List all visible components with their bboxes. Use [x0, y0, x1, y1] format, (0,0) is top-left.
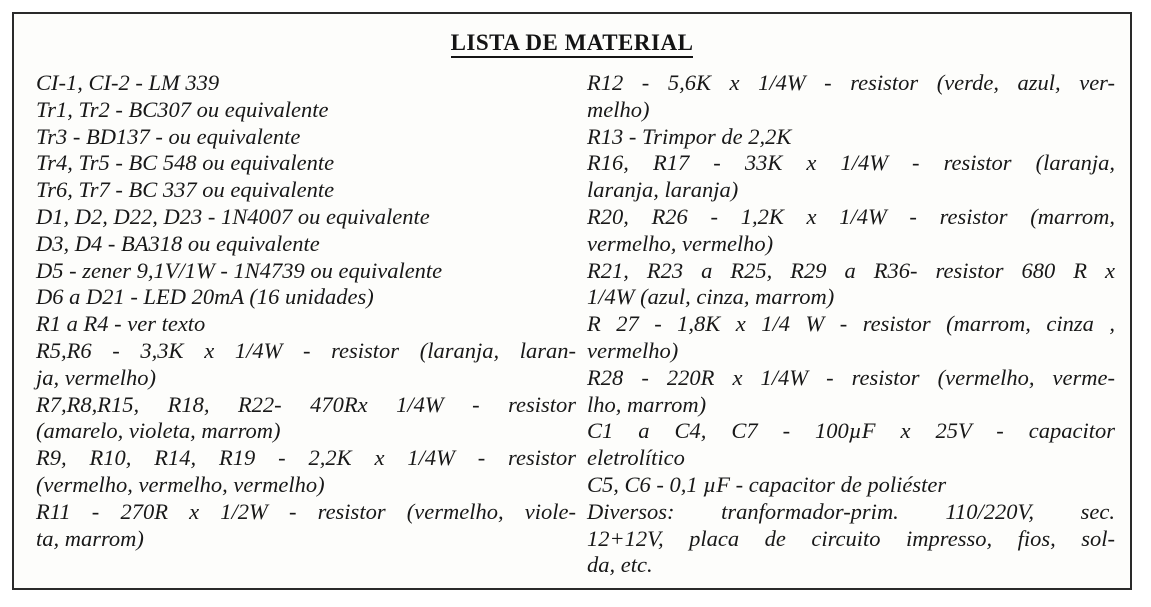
- list-item: R13 - Trimpor de 2,2K: [587, 123, 792, 149]
- list-item: Diversos: tranformador-prim. 110/220V, sec.: [587, 498, 1115, 524]
- list-item: R5,R6 - 3,3K x 1/4W - resistor (laranja, laran-: [36, 337, 576, 363]
- list-item: R12 - 5,6K x 1/4W - resistor (verde, azul, ver-: [587, 70, 1115, 95]
- list-item: R21, R23 a R25, R29 a R36- resistor 680 R x: [587, 257, 1115, 283]
- list-item: R9, R10, R14, R19 - 2,2K x 1/4W - resistor: [36, 445, 576, 471]
- list-item: D5 - zener 9,1V/1W - 1N4739 ou equivalente: [36, 257, 443, 283]
- list-item: R16, R17 - 33K x 1/4W - resistor (laranja,: [587, 150, 1115, 176]
- list-item: Tr3 - BD137 - ou equivalente: [36, 123, 301, 149]
- list-item: da, etc.: [587, 552, 653, 578]
- list-item: Tr4, Tr5 - BC 548 ou equivalente: [36, 150, 335, 176]
- list-item: ja, vermelho): [36, 364, 156, 390]
- list-item: laranja, laranja): [587, 177, 739, 203]
- list-item: vermelho, vermelho): [587, 230, 774, 256]
- list-item: R28 - 220R x 1/4W - resistor (vermelho, verme-: [587, 364, 1115, 390]
- list-item: R1 a R4 - ver texto: [36, 311, 206, 337]
- list-item: C5, C6 - 0,1 µF - capacitor de poliéster: [587, 471, 947, 497]
- list-item: lho, marrom): [587, 391, 707, 417]
- list-title-text: LISTA DE MATERIAL: [451, 30, 694, 58]
- list-item: (amarelo, violeta, marrom): [36, 418, 281, 444]
- list-item: melho): [587, 96, 650, 122]
- list-item: 1/4W (azul, cinza, marrom): [587, 284, 835, 310]
- list-item: D3, D4 - BA318 ou equivalente: [36, 230, 320, 256]
- list-item: D1, D2, D22, D23 - 1N4007 ou equivalente: [36, 203, 430, 229]
- right-column: [587, 70, 1115, 579]
- material-list-box: [12, 12, 1132, 590]
- list-item: vermelho): [587, 337, 679, 363]
- list-item: (vermelho, vermelho, vermelho): [36, 471, 325, 497]
- list-item: D6 a D21 - LED 20mA (16 unidades): [36, 284, 374, 310]
- list-item: eletrolítico: [587, 445, 685, 471]
- list-item: Tr1, Tr2 - BC307 ou equivalente: [36, 96, 329, 122]
- list-item: R7,R8,R15, R18, R22- 470Rx 1/4W - resistor: [36, 391, 576, 417]
- left-column: [36, 70, 576, 552]
- list-title: [14, 30, 1130, 56]
- list-item: C1 a C4, C7 - 100µF x 25V - capacitor: [587, 418, 1115, 444]
- list-item: R11 - 270R x 1/2W - resistor (vermelho, viole-: [36, 498, 576, 524]
- list-item: R20, R26 - 1,2K x 1/4W - resistor (marrom,: [587, 203, 1115, 229]
- list-item: CI-1, CI-2 - LM 339: [36, 70, 220, 95]
- list-item: Tr6, Tr7 - BC 337 ou equivalente: [36, 177, 335, 203]
- list-item: 12+12V, placa de circuito impresso, fios, sol-: [587, 525, 1115, 551]
- list-item: ta, marrom): [36, 525, 144, 551]
- list-item: R 27 - 1,8K x 1/4 W - resistor (marrom, cinza ,: [587, 311, 1115, 337]
